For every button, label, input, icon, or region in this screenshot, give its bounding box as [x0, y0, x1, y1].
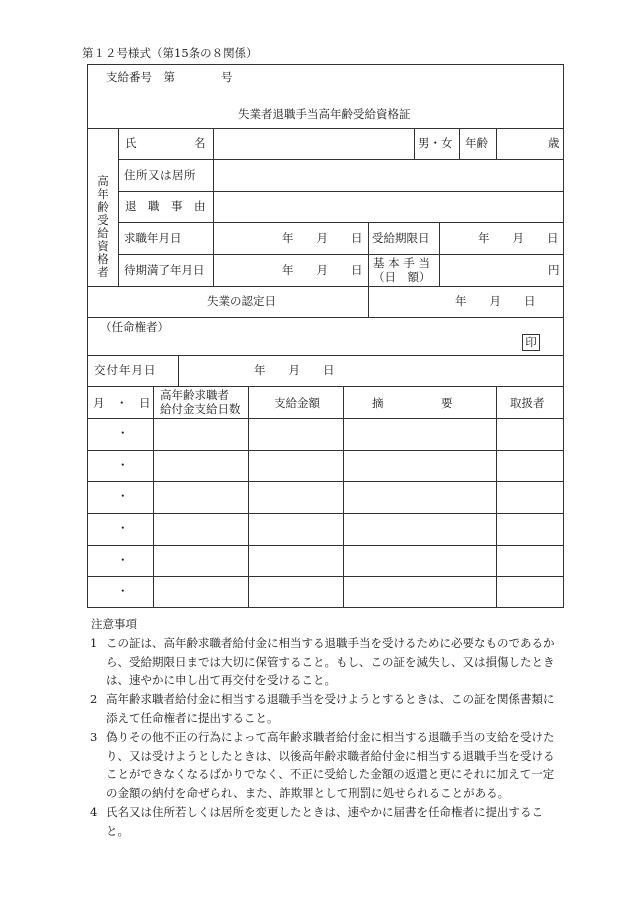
divider [118, 191, 564, 192]
waiting-period-end-value: 年 月 日 [282, 263, 363, 277]
note-number: 2 [90, 692, 98, 706]
divider [118, 159, 564, 160]
holder-section-label: 高年齢受給資格者 [97, 174, 109, 279]
divider [87, 128, 564, 129]
note-text: この証は、高年齢求職者給付金に相当する退職手当を受けるために必要なものであるから、受給期限日までは大切に保管すること。もし、この証を滅失し、又は損傷したときは、速やかに申し出て再交付を受けること。 [106, 636, 555, 687]
retirement-reason-label: 退 職 事 由 [125, 199, 206, 213]
divider [368, 222, 369, 317]
note-item [88, 690, 558, 727]
address-label: 住所又は居所 [124, 168, 196, 182]
divider [87, 386, 564, 387]
table-header-handler: 取扱者 [510, 396, 545, 410]
table-row-date: ・ [117, 458, 129, 472]
divider [343, 386, 344, 608]
note-text: 偽りその他不正の行為によって高年齢求職者給付金に相当する退職手当の支給を受けたり、又は受けようとしたときは、以後高年齢求職者給付金に相当する退職手当を受けることができなくなるばかりでなく、不正に受給した金額の返還と更にそれに加えて一定の金額の納付を命ぜられ、また、詐欺罪として刑罰に処せられることがある。 [106, 730, 555, 800]
table-row-date: ・ [117, 521, 129, 535]
divider [118, 222, 564, 223]
certification-date-label: 失業の認定日 [207, 294, 276, 308]
period-end-label: 受給期限日 [372, 231, 430, 245]
divider [213, 128, 214, 286]
divider [87, 418, 564, 419]
note-number: 4 [90, 805, 98, 819]
seal-stamp: 印 [522, 334, 540, 351]
note-number: 3 [90, 730, 98, 744]
divider [496, 128, 497, 159]
waiting-period-end-label: 待期満了年月日 [124, 263, 205, 277]
divider [496, 386, 497, 608]
note-item [88, 803, 558, 840]
base-allowance-unit: 円 [548, 263, 560, 277]
certification-date-value: 年 月 日 [455, 294, 536, 308]
divider [87, 450, 564, 451]
note-text: 高年齢求職者給付金に相当する退職手当を受けようとするときは、この証を関係書類に添えて任命権者に提出すること。 [106, 692, 555, 725]
divider [439, 222, 440, 286]
note-number: 1 [90, 636, 98, 650]
divider [414, 128, 415, 159]
notes-title: 注意事項 [91, 617, 137, 631]
divider [87, 545, 564, 546]
table-header-days-line2: 給付金支給日数 [160, 402, 241, 416]
table-row-date: ・ [117, 584, 129, 598]
table-header-summary: 摘 要 [372, 396, 453, 410]
table-header-amount: 支給金額 [274, 396, 320, 410]
period-end-value: 年 月 日 [478, 231, 559, 245]
divider [87, 355, 564, 356]
certificate-title: 失業者退職手当高年齢受給資格証 [238, 107, 411, 121]
name-label: 氏 名 [125, 136, 206, 150]
issue-number-label: 支給番号 第 号 [106, 70, 233, 84]
job-application-date-label: 求職年月日 [124, 231, 182, 245]
gender-label: 男・女 [418, 136, 453, 150]
table-header-days-line1: 高年齢求職者 [160, 388, 229, 402]
base-allowance-daily-label: （日 額） [373, 270, 431, 284]
table-row-date: ・ [117, 426, 129, 440]
age-label: 年齢 [465, 136, 488, 150]
issue-date-label: 交付年月日 [94, 363, 157, 377]
divider [87, 513, 564, 514]
table-row-date: ・ [117, 553, 129, 567]
table-row-date: ・ [117, 489, 129, 503]
divider [87, 481, 564, 482]
form-number: 第１２号様式（第15条の８関係） [82, 46, 258, 60]
table-header-date: 月 ・ 日 [93, 396, 151, 410]
divider [153, 386, 154, 608]
divider [178, 355, 179, 386]
age-unit: 歳 [548, 136, 560, 150]
note-item [88, 728, 558, 802]
appointer-label: （任命権者） [100, 320, 169, 334]
base-allowance-label: 基 本 手 当 [373, 256, 430, 270]
divider [87, 317, 564, 318]
divider [118, 128, 119, 286]
note-text: 氏名又は住所若しくは居所を変更したときは、速やかに届書を任命権者に提出すること。 [106, 805, 543, 838]
note-item [88, 634, 558, 690]
divider [87, 286, 564, 287]
divider [459, 128, 460, 159]
divider [118, 254, 564, 255]
job-application-date-value: 年 月 日 [282, 231, 363, 245]
divider [87, 576, 564, 577]
issue-date-value: 年 月 日 [254, 363, 335, 377]
divider [248, 386, 249, 608]
